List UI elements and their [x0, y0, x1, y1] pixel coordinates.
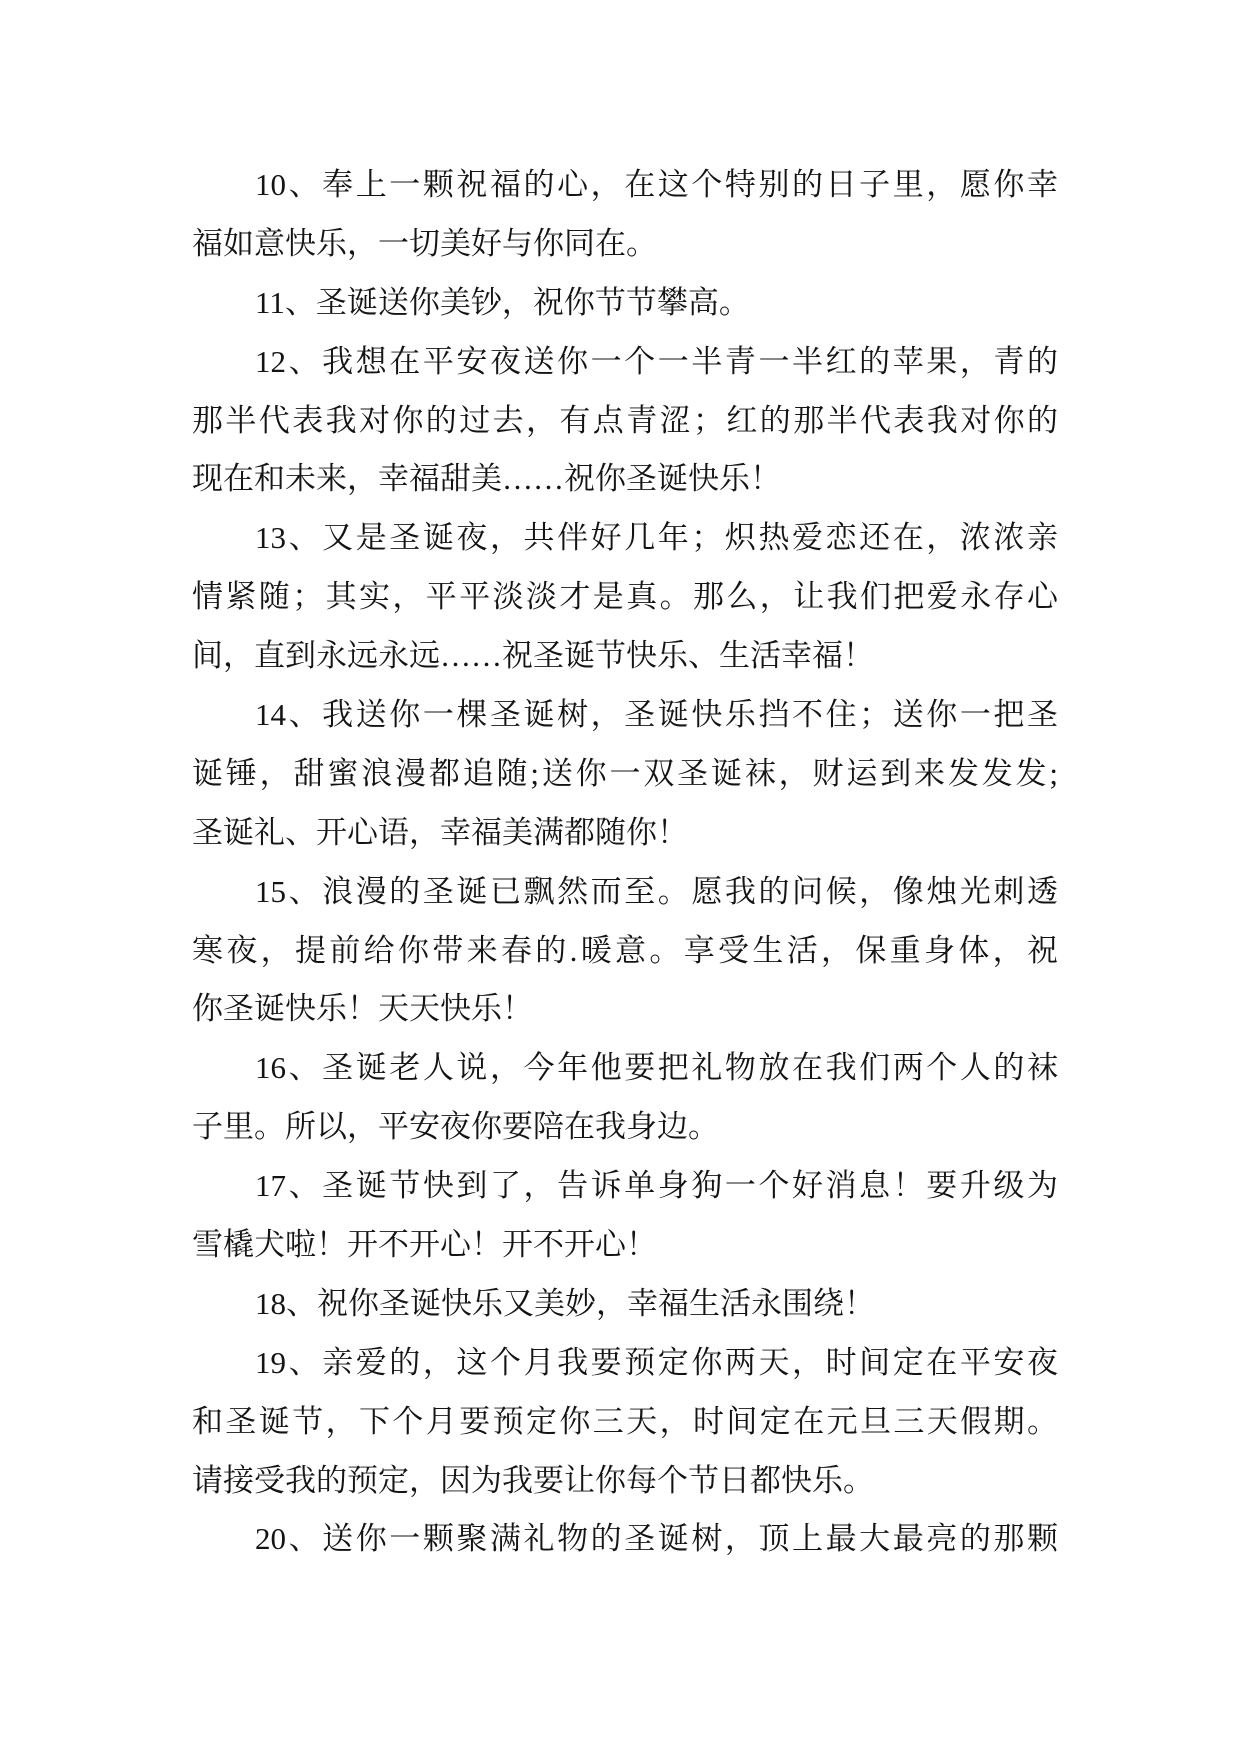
paragraph — [192, 1510, 1058, 1569]
text-line: 18、祝你圣诞快乐又美妙，幸福生活永围绕！ — [255, 1285, 875, 1321]
text-line: 福如意快乐，一切美好与你同在。 — [192, 225, 657, 261]
paragraph — [192, 1275, 1058, 1334]
text-line: 19、亲爱的，这个月我要预定你两天，时间定在平安夜 — [255, 1344, 1058, 1380]
text-line: 14、我送你一棵圣诞树，圣诞快乐挡不住；送你一把圣 — [255, 697, 1058, 733]
text-line: 11、圣诞送你美钞，祝你节节攀高。 — [255, 284, 750, 320]
paragraph — [192, 1334, 1058, 1511]
text-line: 情紧随；其实，平平淡淡才是真。那么，让我们把爱永存心 — [192, 579, 1058, 615]
paragraph — [192, 274, 1058, 333]
text-line: 12、我想在平安夜送你一个一半青一半红的苹果，青的 — [255, 343, 1058, 379]
text-line: 16、圣诞老人说，今年他要把礼物放在我们两个人的袜 — [255, 1050, 1058, 1086]
text-line: 请接受我的预定，因为我要让你每个节日都快乐。 — [192, 1462, 874, 1498]
text-line: 寒夜，提前给你带来春的.暖意。享受生活，保重身体，祝 — [192, 932, 1058, 968]
paragraph — [192, 333, 1058, 510]
text-line: 和圣诞节，下个月要预定你三天，时间定在元旦三天假期。 — [192, 1403, 1058, 1439]
text-line: 20、送你一颗聚满礼物的圣诞树，顶上最大最亮的那颗 — [255, 1521, 1058, 1557]
text-line: 雪橇犬啦！开不开心！开不开心！ — [192, 1227, 657, 1263]
text-line: 圣诞礼、开心语，幸福美满都随你！ — [192, 814, 688, 850]
text-line: 15、浪漫的圣诞已飘然而至。愿我的问候，像烛光刺透 — [255, 873, 1058, 909]
paragraph — [192, 863, 1058, 1040]
paragraph — [192, 509, 1058, 686]
paragraph — [192, 1039, 1058, 1157]
text-line: 13、又是圣诞夜，共伴好几年；炽热爱恋还在，浓浓亲 — [255, 520, 1058, 556]
text-line: 你圣诞快乐！天天快乐！ — [192, 991, 533, 1027]
paragraph — [192, 156, 1058, 274]
text-line: 现在和未来，幸福甜美……祝你圣诞快乐！ — [192, 461, 781, 497]
text-line: 诞锤，甜蜜浪漫都追随;送你一双圣诞袜，财运到来发发发; — [192, 755, 1058, 791]
document-body — [192, 156, 1058, 1569]
text-line: 子里。所以，平安夜你要陪在我身边。 — [192, 1109, 719, 1145]
text-line: 10、奉上一颗祝福的心，在这个特别的日子里，愿你幸 — [255, 167, 1058, 202]
paragraph — [192, 686, 1058, 863]
text-line: 间，直到永远永远……祝圣诞节快乐、生活幸福！ — [192, 638, 874, 674]
paragraph — [192, 1157, 1058, 1275]
text-line: 那半代表我对你的过去，有点青涩；红的那半代表我对你的 — [192, 402, 1058, 438]
text-line: 17、圣诞节快到了，告诉单身狗一个好消息！要升级为 — [255, 1168, 1058, 1204]
